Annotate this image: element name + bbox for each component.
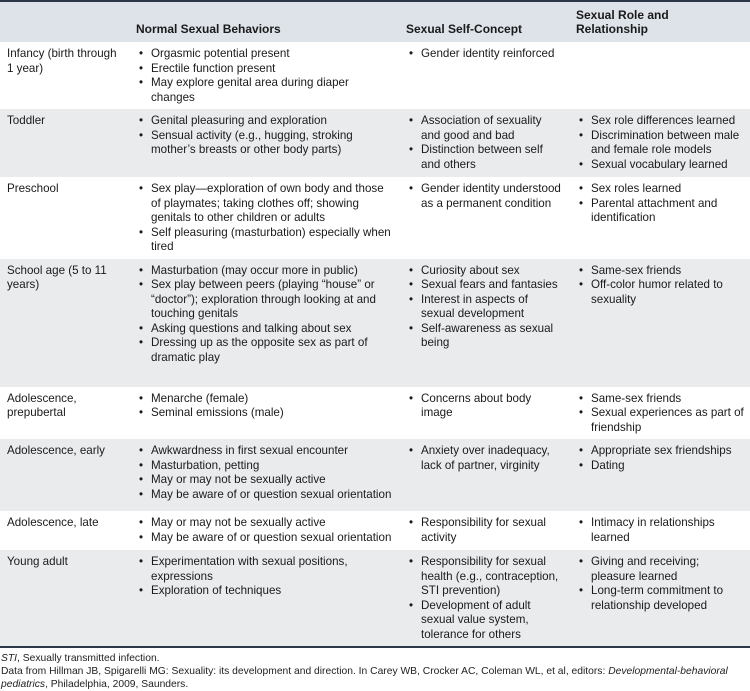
- bullet-list: [577, 264, 744, 308]
- stage-cell: Adolescence, early: [0, 439, 130, 511]
- role-cell: [570, 387, 750, 440]
- list-item: • May be aware of or question sexual orientation: [137, 531, 394, 546]
- bullet-list: [407, 555, 564, 642]
- bullet-list: [407, 182, 564, 211]
- list-item: • Gender identity reinforced: [407, 47, 564, 62]
- self-cell: [400, 387, 570, 440]
- bullet-list: [407, 264, 564, 351]
- list-item: • Long-term commitment to relationship developed: [577, 584, 744, 613]
- behaviors-cell: [130, 177, 400, 259]
- stage-cell: Preschool: [7, 182, 59, 195]
- list-item: • Responsibility for sexual activity: [407, 516, 564, 545]
- table-row: [0, 550, 750, 647]
- table-row: [0, 511, 750, 550]
- behaviors-cell: [130, 259, 400, 387]
- list-item: • Sex play—exploration of own body and those of playmates; taking clothes off; showing genitals to other children or adults: [137, 182, 394, 226]
- role-cell: [570, 259, 750, 387]
- list-item: • May explore genital area during diaper changes: [137, 76, 394, 105]
- list-item: • Experimentation with sexual positions, expressions: [137, 555, 394, 584]
- stage-cell: Young adult: [0, 550, 130, 647]
- list-item: • Seminal emissions (male): [137, 406, 394, 421]
- bullet-list: [137, 47, 394, 105]
- list-item: • Sexual experiences as part of friendship: [577, 406, 744, 435]
- list-item: • Dressing up as the opposite sex as part of dramatic play: [137, 336, 394, 365]
- header-self-concept: Sexual Self-Concept: [400, 1, 570, 42]
- table-row: [0, 439, 750, 511]
- bullet-list: [407, 392, 564, 421]
- list-item: • Sexual fears and fantasies: [407, 278, 564, 293]
- self-cell: [400, 177, 570, 259]
- bullet-list: [577, 114, 744, 172]
- table-row: [0, 259, 750, 387]
- list-item: • Curiosity about sex: [407, 264, 564, 279]
- bullet-list: [137, 114, 394, 158]
- stage-cell: Adolescence, late: [7, 516, 99, 529]
- header-behaviors: Normal Sexual Behaviors: [130, 1, 400, 42]
- list-item: • Self pleasuring (masturbation) especially when tired: [137, 226, 394, 255]
- table-row: [0, 109, 750, 177]
- bullet-list: [407, 444, 564, 473]
- self-cell: [400, 259, 570, 387]
- role-cell: [570, 177, 750, 259]
- behaviors-cell: [130, 511, 400, 550]
- list-item: • Masturbation, petting: [137, 459, 394, 474]
- role-cell: [570, 511, 750, 550]
- stage-cell: Toddler: [0, 109, 130, 177]
- list-item: • Genital pleasuring and exploration: [137, 114, 394, 129]
- list-item: • Interest in aspects of sexual development: [407, 293, 564, 322]
- list-item: • Same-sex friends: [577, 392, 744, 407]
- role-cell: [570, 550, 750, 647]
- list-item: • Sex roles learned: [577, 182, 744, 197]
- list-item: • May be aware of or question sexual orientation: [137, 488, 394, 503]
- list-item: • Same-sex friends: [577, 264, 744, 279]
- list-item: • Responsibility for sexual health (e.g., contraception, STI prevention): [407, 555, 564, 599]
- behaviors-cell: [130, 109, 400, 177]
- list-item: • Off-color humor related to sexuality: [577, 278, 744, 307]
- list-item: • Gender identity understood as a permanent condition: [407, 182, 564, 211]
- source-note: Data from Hillman JB, Spigarelli MG: Sexuality: its development and direction. In Carey WB, Crocker AC, Coleman WL, et al, editors: Developmental-behavioral pediatrics, Philadelphia, 2009, Saunders.: [1, 666, 728, 690]
- list-item: • Sex play between peers (playing “house” or “doctor”); exploration through looking at and touching genitals: [137, 278, 394, 322]
- role-cell: [570, 109, 750, 177]
- list-item: • Discrimination between male and female role models: [577, 129, 744, 158]
- table-row: [0, 387, 750, 440]
- list-item: • Development of adult sexual value system, tolerance for others: [407, 599, 564, 643]
- abbreviation-note: STI, Sexually transmitted infection.: [1, 653, 160, 664]
- list-item: • Association of sexuality and good and bad: [407, 114, 564, 143]
- behaviors-cell: [130, 42, 400, 109]
- bullet-list: [407, 516, 564, 545]
- self-cell: [400, 439, 570, 511]
- bullet-list: [137, 444, 394, 502]
- role-cell: [570, 439, 750, 511]
- list-item: • May or may not be sexually active: [137, 516, 394, 531]
- list-item: • Exploration of techniques: [137, 584, 394, 599]
- list-item: • Sensual activity (e.g., hugging, stroking mother’s breasts or other body parts): [137, 129, 394, 158]
- list-item: • Parental attachment and identification: [577, 197, 744, 226]
- table-row: [0, 177, 750, 259]
- list-item: • Orgasmic potential present: [137, 47, 394, 62]
- list-item: • Menarche (female): [137, 392, 394, 407]
- list-item: • Sexual vocabulary learned: [577, 158, 744, 173]
- footnotes: [0, 648, 750, 691]
- role-cell: [570, 42, 750, 109]
- bullet-list: [577, 444, 744, 473]
- stage-cell: Infancy (birth through 1 year): [7, 47, 117, 75]
- list-item: • Anxiety over inadequacy, lack of partner, virginity: [407, 444, 564, 473]
- bullet-list: [137, 182, 394, 255]
- self-cell: [400, 109, 570, 177]
- list-item: • Giving and receiving; pleasure learned: [577, 555, 744, 584]
- list-item: • Awkwardness in first sexual encounter: [137, 444, 394, 459]
- header-role: Sexual Role and Relationship: [570, 1, 750, 42]
- list-item: • Intimacy in relationships learned: [577, 516, 744, 545]
- self-cell: [400, 550, 570, 647]
- bullet-list: [137, 264, 394, 366]
- stage-cell: School age (5 to 11 years): [0, 259, 130, 387]
- header-row: [0, 1, 750, 42]
- list-item: • May or may not be sexually active: [137, 473, 394, 488]
- header-stage: [0, 1, 130, 42]
- list-item: • Erectile function present: [137, 62, 394, 77]
- list-item: • Asking questions and talking about sex: [137, 322, 394, 337]
- list-item: • Appropriate sex friendships: [577, 444, 744, 459]
- behaviors-cell: [130, 387, 400, 440]
- bullet-list: [577, 392, 744, 436]
- table-row: [0, 42, 750, 109]
- behaviors-cell: [130, 550, 400, 647]
- self-cell: [400, 511, 570, 550]
- bullet-list: [577, 182, 744, 226]
- list-item: • Distinction between self and others: [407, 143, 564, 172]
- behaviors-cell: [130, 439, 400, 511]
- bullet-list: [407, 47, 564, 62]
- bullet-list: [407, 114, 564, 172]
- list-item: • Masturbation (may occur more in public): [137, 264, 394, 279]
- stage-cell: Adolescence, prepubertal: [7, 391, 77, 419]
- self-cell: [400, 42, 570, 109]
- list-item: • Concerns about body image: [407, 392, 564, 421]
- bullet-list: [137, 555, 394, 599]
- bullet-list: [137, 516, 394, 545]
- bullet-list: [137, 392, 394, 421]
- list-item: • Sex role differences learned: [577, 114, 744, 129]
- list-item: • Dating: [577, 459, 744, 474]
- bullet-list: [577, 516, 744, 545]
- list-item: • Self-awareness as sexual being: [407, 322, 564, 351]
- bullet-list: [577, 555, 744, 613]
